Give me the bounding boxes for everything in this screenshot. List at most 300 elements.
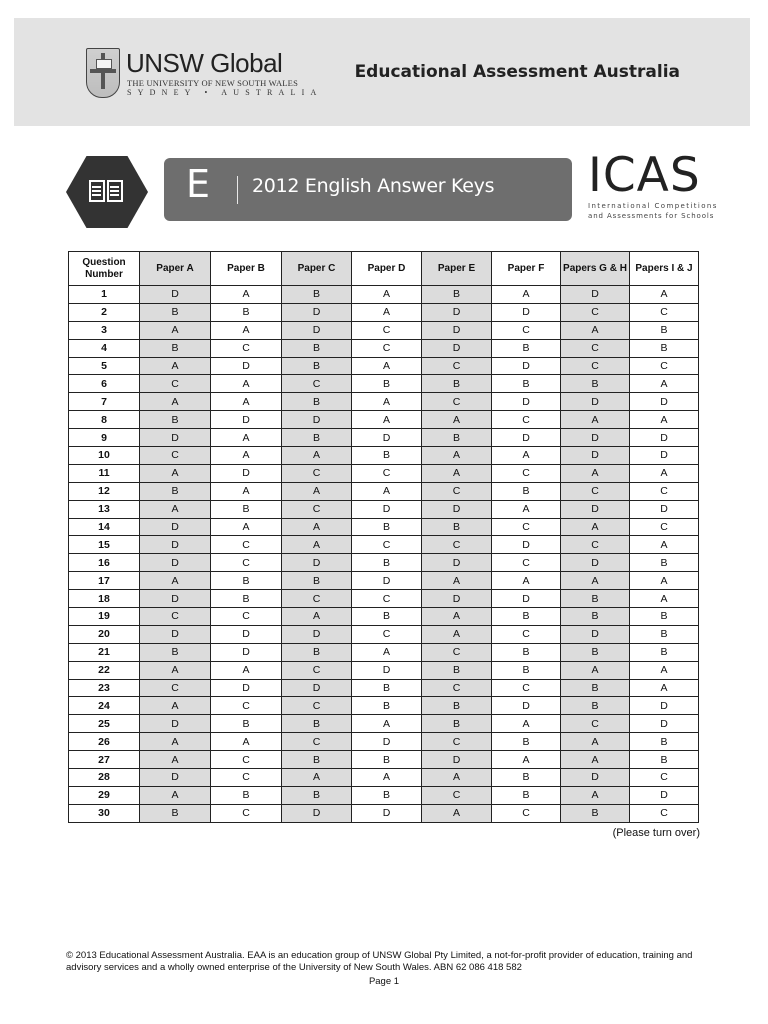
answer-cell: A <box>630 572 699 590</box>
answer-cell: A <box>561 321 630 339</box>
answer-cell: B <box>492 482 561 500</box>
answer-cell: D <box>282 804 352 822</box>
question-number-cell: 6 <box>69 375 140 393</box>
answer-cell: C <box>492 411 561 429</box>
answer-cell: C <box>422 393 492 411</box>
answer-cell: C <box>352 321 422 339</box>
answer-cell: A <box>352 411 422 429</box>
answer-cell: D <box>140 554 211 572</box>
answer-cell: D <box>282 679 352 697</box>
answer-cell: A <box>422 608 492 626</box>
table-row <box>69 429 699 447</box>
answer-cell: B <box>211 572 282 590</box>
answer-cell: B <box>140 804 211 822</box>
unsw-crest-icon <box>86 48 120 98</box>
answer-cell: A <box>352 769 422 787</box>
page-number: Page 1 <box>368 976 400 987</box>
answer-cell: B <box>352 679 422 697</box>
answer-cell: C <box>422 733 492 751</box>
answer-cell: D <box>140 715 211 733</box>
answer-cell: D <box>630 715 699 733</box>
table-row <box>69 625 699 643</box>
answer-cell: D <box>352 804 422 822</box>
answer-cell: C <box>211 536 282 554</box>
answer-cell: A <box>422 804 492 822</box>
answer-cell: B <box>211 303 282 321</box>
answer-cell: B <box>211 500 282 518</box>
table-row <box>69 697 699 715</box>
answer-cell: B <box>630 733 699 751</box>
answer-cell: A <box>630 536 699 554</box>
answer-cell: A <box>630 661 699 679</box>
answer-cell: C <box>211 769 282 787</box>
answer-cell: D <box>630 429 699 447</box>
answer-cell: C <box>211 554 282 572</box>
turn-over-note: (Please turn over) <box>612 827 700 839</box>
answer-cell: C <box>422 786 492 804</box>
question-number-cell: 25 <box>69 715 140 733</box>
column-header: Papers G & H <box>561 252 630 286</box>
answer-cell: A <box>282 447 352 465</box>
answer-cell: C <box>422 536 492 554</box>
answer-cell: C <box>352 590 422 608</box>
table-row <box>69 482 699 500</box>
answer-cell: A <box>630 590 699 608</box>
answer-cell: B <box>352 697 422 715</box>
answer-cell: A <box>140 733 211 751</box>
answer-cell: C <box>492 464 561 482</box>
answer-cell: A <box>422 464 492 482</box>
answer-cell: C <box>282 375 352 393</box>
answer-cell: A <box>282 769 352 787</box>
answer-cell: A <box>422 411 492 429</box>
copyright-footer: © 2013 Educational Assessment Australia. EAA is an education group of UNSW Global Pty Limited, a not-for-profit provider of education, training and advisory services and a wholly owned enterprise of the University of New South Wales. ABN 62 086 418 582 <box>66 950 693 973</box>
table-row <box>69 572 699 590</box>
answer-cell: B <box>561 804 630 822</box>
answer-cell: C <box>211 697 282 715</box>
answer-cell: A <box>492 447 561 465</box>
answer-cell: B <box>561 643 630 661</box>
answer-cell: D <box>352 733 422 751</box>
answer-cell: D <box>561 393 630 411</box>
answer-cell: D <box>352 661 422 679</box>
answer-cell: D <box>282 554 352 572</box>
answer-cell: A <box>352 303 422 321</box>
open-book-icon <box>66 156 148 228</box>
answer-cell: B <box>630 339 699 357</box>
answer-cell: D <box>282 321 352 339</box>
answer-cell: D <box>630 697 699 715</box>
answer-cell: A <box>140 357 211 375</box>
table-row <box>69 286 699 304</box>
answer-cell: B <box>140 411 211 429</box>
banner-divider <box>237 176 238 204</box>
answer-cell: C <box>282 733 352 751</box>
column-header: Papers I & J <box>630 252 699 286</box>
answer-cell: A <box>282 536 352 554</box>
answer-cell: D <box>492 590 561 608</box>
answer-cell: B <box>492 661 561 679</box>
answer-cell: B <box>140 303 211 321</box>
answer-cell: C <box>140 608 211 626</box>
answer-cell: B <box>352 554 422 572</box>
answer-cell: D <box>140 518 211 536</box>
answer-cell: C <box>630 804 699 822</box>
question-number-cell: 7 <box>69 393 140 411</box>
column-header: Paper E <box>422 252 492 286</box>
answer-cell: B <box>352 608 422 626</box>
answer-cell: A <box>561 411 630 429</box>
question-number-cell: 1 <box>69 286 140 304</box>
answer-cell: D <box>140 286 211 304</box>
answer-cell: A <box>211 733 282 751</box>
answer-cell: D <box>140 769 211 787</box>
table-row <box>69 321 699 339</box>
answer-cell: A <box>140 786 211 804</box>
answer-cell: A <box>630 286 699 304</box>
question-number-cell: 19 <box>69 608 140 626</box>
answer-cell: D <box>492 697 561 715</box>
answer-cell: D <box>211 464 282 482</box>
paper-letter: E <box>186 162 211 206</box>
answer-cell: D <box>422 751 492 769</box>
answer-cell: A <box>140 697 211 715</box>
answer-cell: D <box>282 411 352 429</box>
answer-cell: D <box>422 339 492 357</box>
answer-cell: A <box>630 411 699 429</box>
question-number-cell: 21 <box>69 643 140 661</box>
question-number-cell: 15 <box>69 536 140 554</box>
answer-cell: B <box>211 786 282 804</box>
answer-cell: D <box>422 554 492 572</box>
answer-cell: A <box>211 393 282 411</box>
answer-cell: C <box>282 464 352 482</box>
answer-cell: A <box>561 464 630 482</box>
answer-cell: B <box>630 321 699 339</box>
answer-cell: B <box>561 697 630 715</box>
answer-cell: A <box>211 286 282 304</box>
header-row <box>69 252 699 286</box>
question-number-cell: 22 <box>69 661 140 679</box>
answer-cell: D <box>492 303 561 321</box>
answer-cell: A <box>492 751 561 769</box>
answer-cell: B <box>492 733 561 751</box>
answer-cell: B <box>282 357 352 375</box>
answer-cell: A <box>422 769 492 787</box>
answer-cell: A <box>282 518 352 536</box>
answer-cell: B <box>282 751 352 769</box>
page-title: 2012 English Answer Keys <box>252 175 495 197</box>
org-title: Educational Assessment Australia <box>354 62 680 82</box>
answer-cell: A <box>140 393 211 411</box>
answer-cell: C <box>492 625 561 643</box>
question-number-cell: 16 <box>69 554 140 572</box>
table-row <box>69 500 699 518</box>
question-number-cell: 10 <box>69 447 140 465</box>
answer-cell: B <box>561 590 630 608</box>
answer-cell: C <box>561 536 630 554</box>
answer-cell: D <box>630 500 699 518</box>
question-number-cell: 29 <box>69 786 140 804</box>
answer-cell: D <box>211 357 282 375</box>
answer-cell: B <box>352 518 422 536</box>
question-number-cell: 2 <box>69 303 140 321</box>
answer-cell: A <box>211 321 282 339</box>
answer-cell: B <box>282 286 352 304</box>
icas-subtitle-1: International Competitions <box>588 202 718 210</box>
answer-cell: B <box>282 572 352 590</box>
answer-cell: B <box>630 625 699 643</box>
answer-cell: C <box>282 500 352 518</box>
question-number-cell: 11 <box>69 464 140 482</box>
answer-cell: A <box>352 393 422 411</box>
question-number-cell: 9 <box>69 429 140 447</box>
answer-cell: A <box>561 518 630 536</box>
answer-cell: D <box>630 393 699 411</box>
answer-cell: B <box>630 751 699 769</box>
answer-cell: D <box>352 429 422 447</box>
answer-cell: B <box>561 375 630 393</box>
answer-cell: B <box>282 429 352 447</box>
question-number-cell: 8 <box>69 411 140 429</box>
answer-cell: D <box>561 769 630 787</box>
answer-cell: A <box>352 643 422 661</box>
table-row <box>69 464 699 482</box>
answer-cell: A <box>561 733 630 751</box>
answer-cell: D <box>492 429 561 447</box>
table-row <box>69 786 699 804</box>
table-row <box>69 447 699 465</box>
answer-cell: D <box>211 625 282 643</box>
table-row <box>69 804 699 822</box>
brand-subtitle: THE UNIVERSITY OF NEW SOUTH WALES <box>127 78 299 88</box>
table-row <box>69 769 699 787</box>
answer-cell: C <box>561 715 630 733</box>
answer-cell: C <box>492 804 561 822</box>
column-header: Paper A <box>140 252 211 286</box>
answer-cell: B <box>282 393 352 411</box>
answer-cell: C <box>630 518 699 536</box>
question-number-cell: 20 <box>69 625 140 643</box>
answer-cell: A <box>211 375 282 393</box>
answer-cell: C <box>352 464 422 482</box>
answer-cell: D <box>211 679 282 697</box>
answer-cell: A <box>492 500 561 518</box>
answer-cell: D <box>630 786 699 804</box>
table-row <box>69 393 699 411</box>
answer-cell: C <box>561 357 630 375</box>
table-row <box>69 411 699 429</box>
answer-cell: A <box>492 572 561 590</box>
question-number-cell: 26 <box>69 733 140 751</box>
table-row <box>69 518 699 536</box>
answer-cell: A <box>561 751 630 769</box>
answer-cell: A <box>422 625 492 643</box>
table-body <box>69 286 699 823</box>
answer-cell: A <box>492 715 561 733</box>
question-number-cell: 27 <box>69 751 140 769</box>
answer-cell: A <box>140 500 211 518</box>
answer-cell: B <box>282 643 352 661</box>
answer-cell: D <box>561 429 630 447</box>
icas-logo: ICAS <box>588 148 701 203</box>
table-row <box>69 643 699 661</box>
answer-cell: C <box>561 339 630 357</box>
answer-cell: C <box>211 751 282 769</box>
answer-cell: C <box>561 482 630 500</box>
answer-cell: B <box>352 751 422 769</box>
answer-cell: C <box>352 536 422 554</box>
table-row <box>69 715 699 733</box>
answer-cell: B <box>352 375 422 393</box>
answer-cell: A <box>630 375 699 393</box>
answer-cell: B <box>561 679 630 697</box>
question-number-cell: 18 <box>69 590 140 608</box>
answer-cell: C <box>561 303 630 321</box>
answer-cell: C <box>422 679 492 697</box>
question-number-cell: 30 <box>69 804 140 822</box>
answer-cell: B <box>630 643 699 661</box>
column-header: Paper F <box>492 252 561 286</box>
answer-cell: C <box>492 518 561 536</box>
answer-cell: B <box>492 608 561 626</box>
answer-cell: B <box>422 286 492 304</box>
table-header <box>69 252 699 286</box>
answer-cell: C <box>630 357 699 375</box>
answer-cell: A <box>630 679 699 697</box>
answer-cell: B <box>630 554 699 572</box>
answer-cell: B <box>140 643 211 661</box>
answer-cell: D <box>492 393 561 411</box>
answer-cell: B <box>140 339 211 357</box>
answer-cell: B <box>211 590 282 608</box>
answer-cell: D <box>422 590 492 608</box>
answer-cell: B <box>492 375 561 393</box>
brand-title: UNSW Global <box>126 48 283 78</box>
answer-cell: C <box>282 661 352 679</box>
answer-cell: B <box>282 339 352 357</box>
question-number-cell: 3 <box>69 321 140 339</box>
answer-cell: A <box>282 608 352 626</box>
answer-cell: A <box>352 357 422 375</box>
answer-cell: D <box>630 447 699 465</box>
answer-cell: D <box>422 303 492 321</box>
answer-cell: B <box>561 608 630 626</box>
answer-cell: A <box>352 482 422 500</box>
answer-cell: B <box>282 786 352 804</box>
answer-cell: D <box>140 590 211 608</box>
answer-cell: C <box>352 339 422 357</box>
column-header: Question Number <box>69 252 140 286</box>
answer-cell: D <box>561 500 630 518</box>
answer-cell: D <box>282 625 352 643</box>
table-row <box>69 661 699 679</box>
answer-cell: B <box>492 643 561 661</box>
answer-cell: C <box>282 590 352 608</box>
question-number-cell: 28 <box>69 769 140 787</box>
answer-cell: A <box>140 321 211 339</box>
answer-cell: B <box>422 661 492 679</box>
answer-cell: C <box>630 769 699 787</box>
table-row <box>69 303 699 321</box>
answer-cell: B <box>422 518 492 536</box>
question-number-cell: 12 <box>69 482 140 500</box>
answer-cell: C <box>140 447 211 465</box>
answer-cell: B <box>140 482 211 500</box>
table-row <box>69 339 699 357</box>
answer-cell: A <box>211 447 282 465</box>
table-row <box>69 608 699 626</box>
answer-cell: D <box>352 572 422 590</box>
column-header: Paper D <box>352 252 422 286</box>
answer-cell: C <box>422 482 492 500</box>
answer-cell: C <box>492 679 561 697</box>
answer-cell: A <box>561 661 630 679</box>
answer-cell: C <box>211 339 282 357</box>
column-header: Paper B <box>211 252 282 286</box>
answer-cell: A <box>352 286 422 304</box>
answer-cell: B <box>211 715 282 733</box>
answer-cell: A <box>140 572 211 590</box>
answer-cell: D <box>140 429 211 447</box>
answer-cell: D <box>561 625 630 643</box>
answer-cell: B <box>630 608 699 626</box>
answer-cell: C <box>492 554 561 572</box>
table-row <box>69 375 699 393</box>
question-number-cell: 13 <box>69 500 140 518</box>
answer-cell: D <box>140 625 211 643</box>
answer-cell: A <box>282 482 352 500</box>
answer-cell: D <box>561 286 630 304</box>
answer-cell: C <box>211 608 282 626</box>
icas-subtitle-2: and Assessments for Schools <box>588 212 715 220</box>
answer-cell: B <box>492 769 561 787</box>
table-row <box>69 554 699 572</box>
answer-cell: B <box>352 447 422 465</box>
answer-cell: B <box>422 715 492 733</box>
answer-cell: B <box>352 786 422 804</box>
answer-cell: A <box>211 429 282 447</box>
answer-cell: C <box>630 482 699 500</box>
answer-cell: A <box>211 482 282 500</box>
answer-key-table <box>68 251 699 823</box>
answer-cell: C <box>422 643 492 661</box>
answer-cell: B <box>422 697 492 715</box>
brand-location: SYDNEY • AUSTRALIA <box>127 88 323 97</box>
answer-cell: D <box>492 357 561 375</box>
question-number-cell: 4 <box>69 339 140 357</box>
answer-cell: C <box>282 697 352 715</box>
answer-cell: C <box>140 679 211 697</box>
table-row <box>69 590 699 608</box>
question-number-cell: 14 <box>69 518 140 536</box>
column-header: Paper C <box>282 252 352 286</box>
answer-cell: D <box>422 500 492 518</box>
answer-cell: D <box>422 321 492 339</box>
answer-cell: D <box>561 554 630 572</box>
answer-cell: A <box>561 572 630 590</box>
answer-cell: D <box>140 536 211 554</box>
answer-cell: A <box>561 786 630 804</box>
answer-cell: A <box>422 572 492 590</box>
answer-cell: D <box>561 447 630 465</box>
answer-cell: A <box>630 464 699 482</box>
answer-cell: B <box>422 429 492 447</box>
answer-cell: C <box>211 804 282 822</box>
answer-cell: B <box>282 715 352 733</box>
table-row <box>69 751 699 769</box>
answer-cell: A <box>140 464 211 482</box>
